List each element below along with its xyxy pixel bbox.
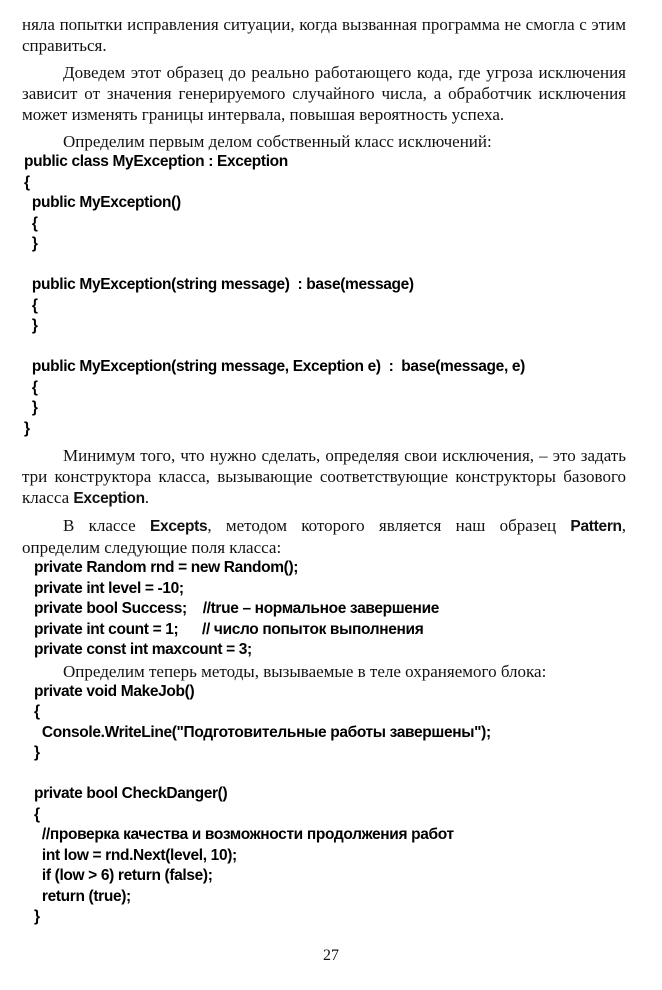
code-line: Console.WriteLine("Подготовительные работы завершены"); <box>34 723 491 741</box>
code-line: private bool Success; //true – нормальное завершение <box>34 600 440 617</box>
code-line: return (true); <box>34 887 131 905</box>
code-line: } <box>24 419 30 437</box>
code-line: private bool CheckDanger() <box>34 785 228 802</box>
code-fields <box>34 558 626 661</box>
paragraph-methods: Определим теперь методы, вызываемые в теле охраняемого блока: <box>63 661 547 681</box>
code-methods <box>34 682 626 928</box>
text-run: Минимум того, что нужно сделать, определяя свои исключения, – это задать три конструктора класса, вызывающие соответствующие конструкторы базового класса <box>22 446 626 507</box>
code-line: private const int maxcount = 3; <box>34 641 252 658</box>
code-line: { <box>24 378 38 396</box>
paragraph-minimum-constructors <box>22 445 626 509</box>
code-line: //проверка качества и возможности продолжения работ <box>34 826 454 843</box>
code-line: } <box>24 399 38 416</box>
keyword-exception: Exception <box>73 490 145 507</box>
paragraph-class-fields <box>22 515 626 558</box>
code-line: } <box>34 744 40 761</box>
code-line: { <box>34 703 40 720</box>
code-line: if (low > 6) return (false); <box>34 867 213 884</box>
code-myexception-class <box>24 152 626 439</box>
page-content <box>22 14 626 928</box>
code-line: private void MakeJob() <box>34 682 195 700</box>
paragraph-intro-example: Доведем этот образец до реально работающего кода, где угроза исключения зависит от значения генерируемого случайного числа, а обработчик исключения может изменять границы интервала, повышая вероятность успеха. <box>22 63 626 124</box>
code-line: int low = rnd.Next(level, 10); <box>34 846 237 864</box>
paragraph-continuation: няла попытки исправления ситуации, когда вызванная программа не смогла с этим справиться. <box>22 15 626 55</box>
code-line: { <box>34 805 40 823</box>
text-run: , методом которого является наш образец <box>207 516 571 535</box>
text-run: , определим следующие поля класса: <box>22 516 626 557</box>
code-line: { <box>24 296 38 314</box>
code-line: public MyException() <box>24 194 181 211</box>
code-line: private int level = -10; <box>34 579 184 597</box>
keyword-excepts: Excepts <box>149 518 208 535</box>
text-run: . <box>144 488 150 507</box>
code-line: } <box>24 317 38 334</box>
code-line: private int count = 1; // число попыток выполнения <box>34 620 424 638</box>
code-line: } <box>24 235 38 252</box>
page-number: 27 <box>323 947 339 964</box>
keyword-pattern: Pattern <box>570 518 622 535</box>
code-line: } <box>34 908 40 925</box>
code-line: private Random rnd = new Random(); <box>34 559 299 576</box>
code-line: { <box>24 214 38 232</box>
code-line: { <box>24 173 30 191</box>
code-line: public MyException(string message, Exception e) : base(message, e) <box>24 358 525 375</box>
text-run: В классе <box>63 516 150 535</box>
paragraph-define-exception: Определим первым делом собственный класс исключений: <box>63 132 492 151</box>
code-line: public class MyException : Exception <box>24 153 288 170</box>
code-line: public MyException(string message) : base(message) <box>24 276 414 293</box>
